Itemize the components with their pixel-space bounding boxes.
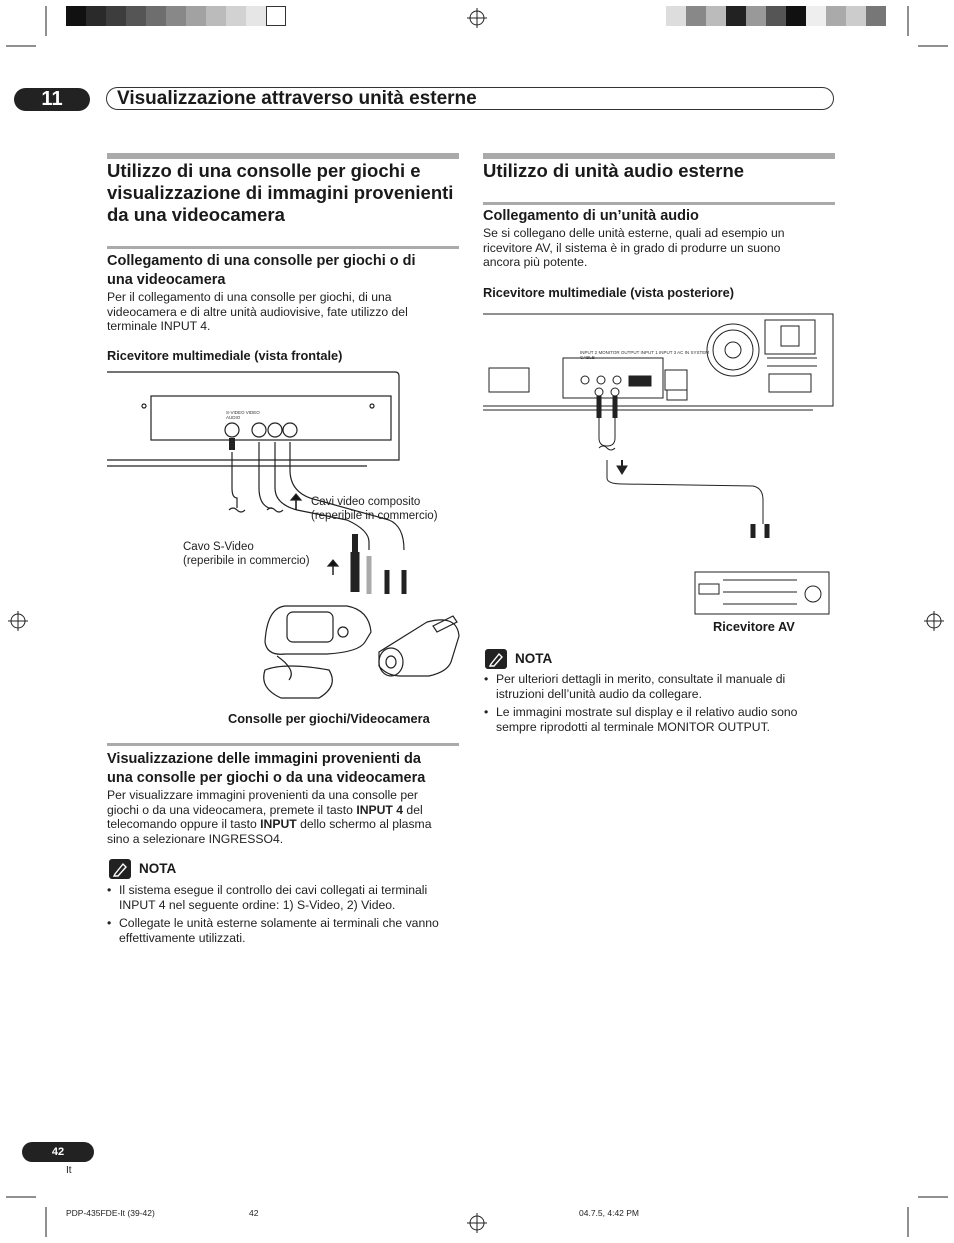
- right-subsection-title: Collegamento di un’unità audio: [483, 208, 699, 224]
- page-number: 42: [22, 1142, 94, 1162]
- front-view-label: Ricevitore multimediale (vista frontale): [107, 348, 343, 363]
- subsection-rule-2: [107, 743, 459, 746]
- nota-label: NOTA: [515, 651, 553, 666]
- subsection-rule: [107, 246, 459, 249]
- console-camcorder-label: Consolle per giochi/Videocamera: [228, 711, 430, 726]
- left-subsection-title-1: Collegamento di una consolle per giochi o di una videocamera: [107, 253, 416, 288]
- nota-item: • Per ulteriori dettagli in merito, consultate il manuale di istruzioni dell’unità audio da collegare.: [496, 672, 841, 701]
- right-section-title: Utilizzo di unità audio esterne: [483, 160, 745, 181]
- nota-item: • Le immagini mostrate sul display e il relativo audio sono sempre riprodotti al terminale MONITOR OUTPUT.: [496, 705, 841, 734]
- svideo-cable-caption: Cavo S-Video (reperibile in commercio): [183, 541, 310, 567]
- nota-item: • Collegate le unità esterne solamente ai terminali che vanno effettivamente utilizzati.: [119, 916, 464, 945]
- left-section-title: Utilizzo di una consolle per giochi e visualizzazione di immagini provenienti da una videocamera: [107, 160, 454, 225]
- front-panel-labels: S-VIDEO VIDEO AUDIO: [226, 410, 260, 420]
- section-rule: [107, 153, 459, 159]
- nota-label: NOTA: [139, 861, 177, 876]
- subsection-rule: [483, 202, 835, 205]
- rear-view-label: Ricevitore multimediale (vista posteriore): [483, 285, 735, 300]
- nota-pencil-icon: [109, 859, 131, 879]
- chapter-title: Visualizzazione attraverso unità esterne: [106, 87, 834, 110]
- footer-page: 42: [249, 1208, 259, 1218]
- nota-item: • Il sistema esegue il controllo dei cavi collegati ai terminali INPUT 4 nel seguente ordine: 1) S-Video, 2) Video.: [119, 883, 464, 912]
- footer-date: 04.7.5, 4:42 PM: [579, 1208, 640, 1218]
- language-code: It: [66, 1165, 72, 1176]
- chapter-number: 11: [14, 88, 90, 111]
- left-subsection-title-2: Visualizzazione delle immagini provenienti da una consolle per giochi o da una videocamera: [107, 751, 426, 786]
- rear-panel-labels: INPUT 2 MONITOR OUTPUT INPUT 1 INPUT 3 AC IN SYSTEM CABLE: [580, 350, 709, 360]
- av-receiver-label: Ricevitore AV: [713, 619, 795, 634]
- footer-file: PDP-435FDE-It (39-42): [66, 1208, 155, 1218]
- nota-pencil-icon: [485, 649, 507, 669]
- composite-cable-caption: Cavi video composito (reperibile in commercio): [311, 496, 438, 522]
- section-rule: [483, 153, 835, 159]
- left-subsection-body-1: Per il collegamento di una consolle per giochi, di una videocamera e di altre unità audiovisive, fate utilizzo del terminale INPUT 4.: [107, 290, 408, 334]
- left-subsection-body-2: Per visualizzare immagini provenienti da una consolle per giochi o da una videocamera, premete il tasto INPUT 4 del telecomando oppure il tasto INPUT dello schermo al plasma sino a selezionare INGRESSO4.: [107, 788, 432, 846]
- right-subsection-body: Se si collegano delle unità esterne, quali ad esempio un ricevitore AV, il sistema è in grado di produrre un suono ancora più potente.: [483, 226, 785, 270]
